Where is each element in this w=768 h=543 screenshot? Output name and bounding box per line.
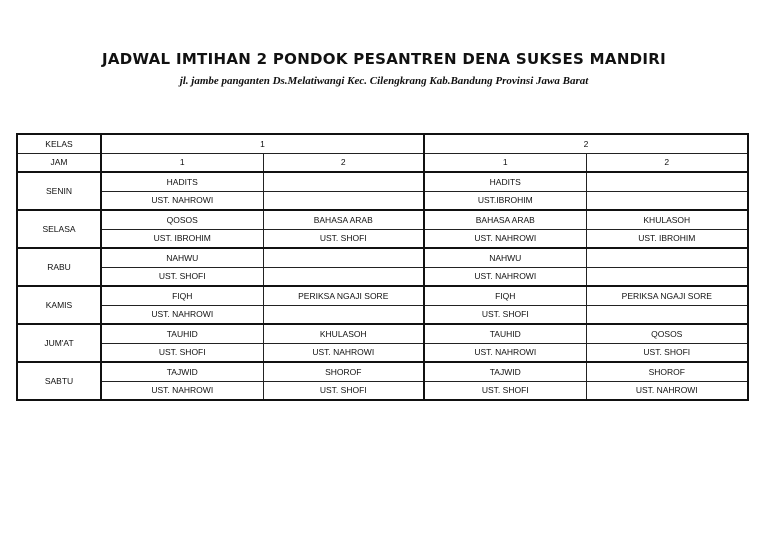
teacher-cell: UST. NAHROWI (586, 381, 748, 400)
day-label: SABTU (17, 362, 101, 400)
subject-row (17, 286, 748, 305)
teacher-cell: UST. IBROHIM (101, 229, 263, 248)
subject-cell: HADITS (101, 172, 263, 191)
jam-header-cell: 1 (424, 153, 586, 172)
teacher-row (17, 267, 748, 286)
subject-cell: SHOROF (586, 362, 748, 381)
teacher-cell: UST. NAHROWI (101, 191, 263, 210)
teacher-cell (586, 267, 748, 286)
teacher-cell: UST. NAHROWI (424, 343, 586, 362)
day-label: RABU (17, 248, 101, 286)
day-label: JUM'AT (17, 324, 101, 362)
subject-row (17, 362, 748, 381)
subject-cell: HADITS (424, 172, 586, 191)
subject-cell (586, 172, 748, 191)
subject-cell: KHULASOH (263, 324, 424, 343)
subject-cell: BAHASA ARAB (263, 210, 424, 229)
subject-cell: SHOROF (263, 362, 424, 381)
subject-cell: BAHASA ARAB (424, 210, 586, 229)
subject-cell (263, 248, 424, 267)
teacher-row (17, 381, 748, 400)
subject-cell (586, 248, 748, 267)
day-label: KAMIS (17, 286, 101, 324)
kelas-header-row (17, 134, 748, 153)
teacher-cell (263, 305, 424, 324)
teacher-cell: UST.IBROHIM (424, 191, 586, 210)
subject-cell: KHULASOH (586, 210, 748, 229)
jam-header-cell: 2 (263, 153, 424, 172)
jam-header-cell: 1 (101, 153, 263, 172)
teacher-cell: UST. SHOFI (263, 229, 424, 248)
teacher-cell: UST. NAHROWI (424, 229, 586, 248)
teacher-cell: UST. SHOFI (263, 381, 424, 400)
teacher-cell (263, 267, 424, 286)
teacher-cell: UST. NAHROWI (101, 305, 263, 324)
teacher-cell: UST. SHOFI (424, 381, 586, 400)
teacher-row (17, 229, 748, 248)
kelas-2-header: 2 (424, 134, 748, 153)
subject-cell: PERIKSA NGAJI SORE (263, 286, 424, 305)
teacher-cell (586, 305, 748, 324)
teacher-cell: UST. NAHROWI (101, 381, 263, 400)
teacher-cell: UST. NAHROWI (263, 343, 424, 362)
subject-row (17, 172, 748, 191)
subject-cell: TAJWID (424, 362, 586, 381)
teacher-cell: UST. NAHROWI (424, 267, 586, 286)
subject-cell: QOSOS (586, 324, 748, 343)
jam-header-cell: 2 (586, 153, 748, 172)
page-title: JADWAL IMTIHAN 2 PONDOK PESANTREN DENA SUKSES MANDIRI (101, 50, 667, 68)
subject-cell: PERIKSA NGAJI SORE (586, 286, 748, 305)
page-subtitle: jl. jambe panganten Ds.Melatiwangi Kec. Cilengkrang Kab.Bandung Provinsi Jawa Barat (179, 75, 589, 87)
teacher-cell: UST. SHOFI (101, 267, 263, 286)
subject-cell: FIQH (424, 286, 586, 305)
subject-cell: NAHWU (101, 248, 263, 267)
subject-cell: NAHWU (424, 248, 586, 267)
subject-row (17, 248, 748, 267)
kelas-1-header: 1 (101, 134, 424, 153)
teacher-cell: UST. SHOFI (101, 343, 263, 362)
subject-row (17, 324, 748, 343)
jam-header-row (17, 153, 748, 172)
teacher-cell (586, 191, 748, 210)
teacher-row (17, 191, 748, 210)
subject-row (17, 210, 748, 229)
teacher-cell (263, 191, 424, 210)
day-label: SENIN (17, 172, 101, 210)
subject-cell: TAUHID (424, 324, 586, 343)
day-label: SELASA (17, 210, 101, 248)
subject-cell: TAJWID (101, 362, 263, 381)
teacher-row (17, 305, 748, 324)
subject-cell (263, 172, 424, 191)
subject-cell: FIQH (101, 286, 263, 305)
schedule-table (16, 133, 749, 401)
jam-label: JAM (17, 153, 101, 172)
teacher-cell: UST. IBROHIM (586, 229, 748, 248)
teacher-row (17, 343, 748, 362)
teacher-cell: UST. SHOFI (586, 343, 748, 362)
teacher-cell: UST. SHOFI (424, 305, 586, 324)
kelas-label: KELAS (17, 134, 101, 153)
subject-cell: QOSOS (101, 210, 263, 229)
subject-cell: TAUHID (101, 324, 263, 343)
